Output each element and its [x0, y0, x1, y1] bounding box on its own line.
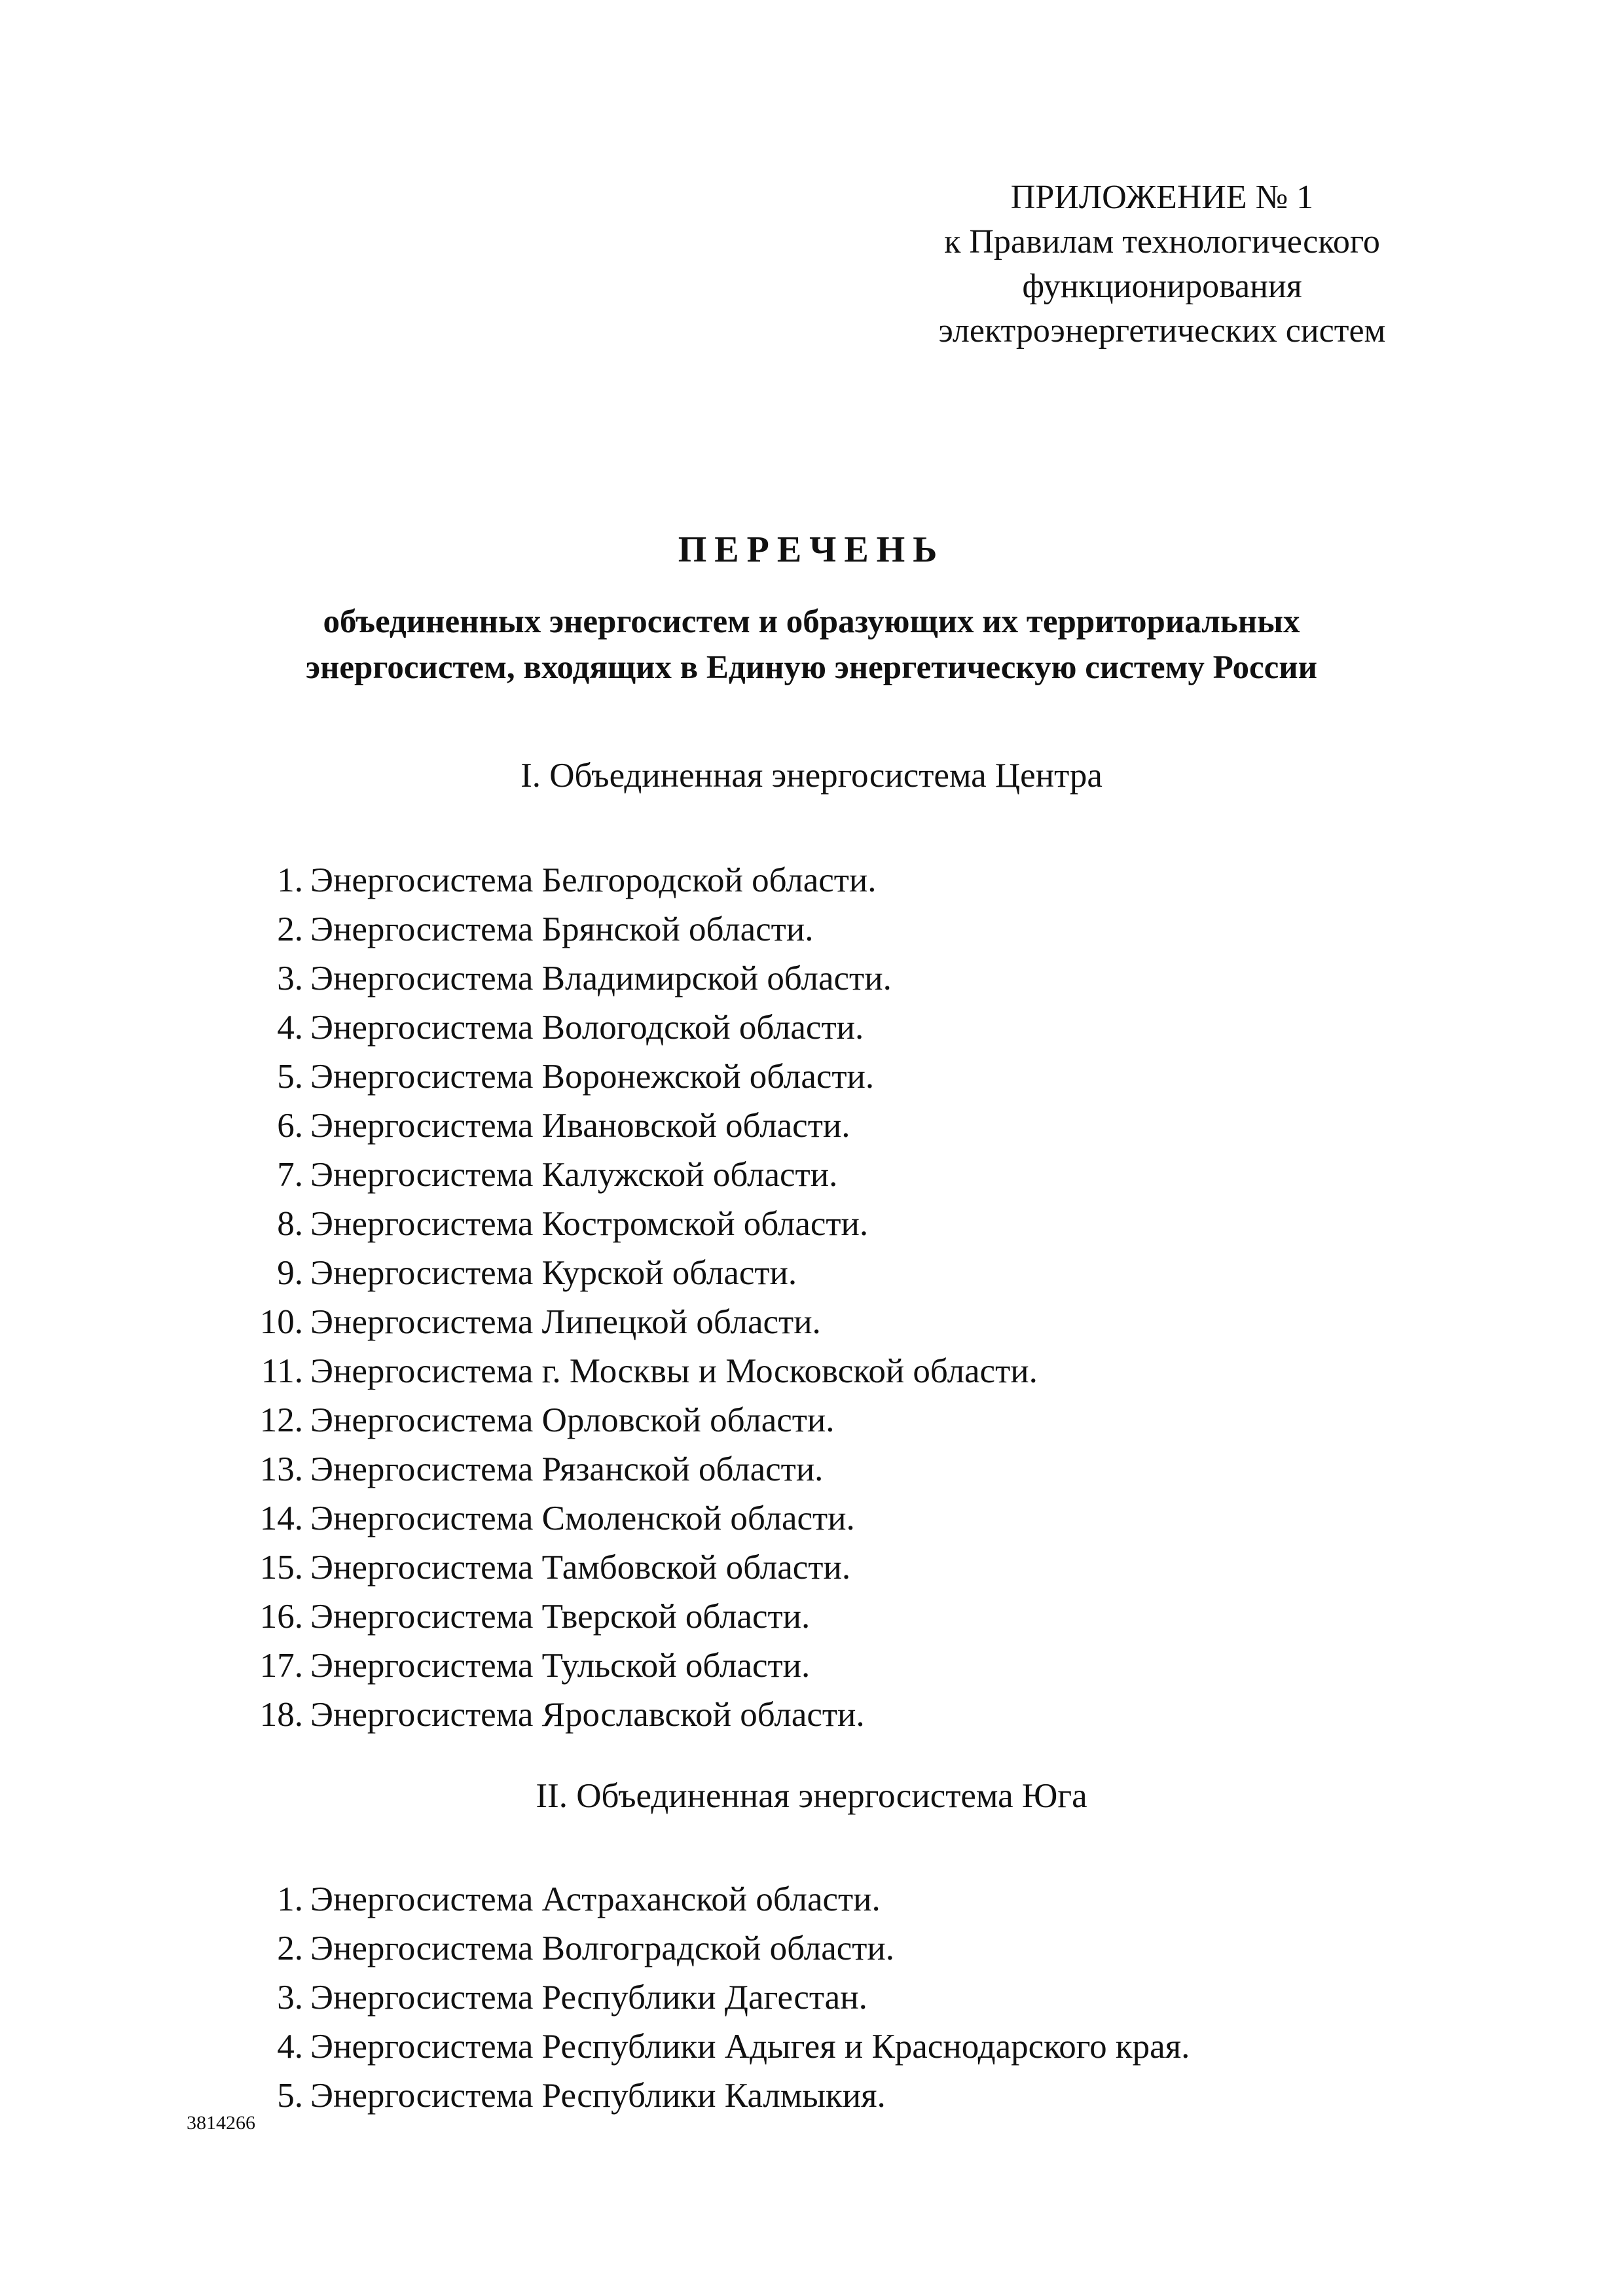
list-item	[0, 1543, 1623, 1592]
appendix-ref-line-1: к Правилам технологического	[944, 223, 1380, 260]
item-number: 15.	[259, 1549, 303, 1587]
document-title: ПЕРЕЧЕНЬ	[678, 529, 945, 570]
item-text: Энергосистема Липецкой области.	[310, 1303, 821, 1341]
list-item	[0, 1875, 1623, 1924]
item-text: Энергосистема Белгородской области.	[310, 861, 877, 899]
section-heading-center: I. Объединенная энергосистема Центра	[520, 757, 1103, 795]
item-text: Энергосистема Костромской области.	[310, 1205, 869, 1243]
list-item	[0, 1494, 1623, 1543]
item-number: 5.	[277, 2077, 303, 2115]
subtitle-line-2: энергосистем, входящих в Единую энергетическую систему России	[306, 649, 1317, 686]
list-item	[0, 1249, 1623, 1298]
item-text: Энергосистема Орловской области.	[310, 1401, 835, 1439]
list-item	[0, 1102, 1623, 1151]
item-text: Энергосистема Республики Адыгея и Краснодарского края.	[310, 2028, 1190, 2066]
item-text: Энергосистема Курской области.	[310, 1254, 797, 1292]
list-item	[0, 1445, 1623, 1494]
list-item	[0, 1592, 1623, 1641]
item-text: Энергосистема Рязанской области.	[310, 1450, 824, 1488]
item-text: Энергосистема г. Москвы и Московской области.	[310, 1352, 1038, 1390]
item-number: 3.	[277, 1979, 303, 2017]
item-text: Энергосистема Волгоградской области.	[310, 1929, 895, 1967]
item-text: Энергосистема Брянской области.	[310, 910, 814, 948]
subtitle-line-1: объединенных энергосистем и образующих их территориальных	[323, 603, 1300, 640]
list-item	[0, 1200, 1623, 1249]
appendix-header	[851, 175, 1473, 353]
item-number: 4.	[277, 1009, 303, 1047]
list-item	[0, 2022, 1623, 2072]
list-item	[0, 1924, 1623, 1973]
list-item	[0, 1347, 1623, 1396]
item-number: 18.	[259, 1696, 303, 1734]
item-text: Энергосистема Республики Дагестан.	[310, 1979, 867, 2017]
item-text: Энергосистема Воронежской области.	[310, 1058, 875, 1096]
item-number: 1.	[277, 1880, 303, 1918]
item-text: Энергосистема Вологодской области.	[310, 1009, 864, 1047]
list-item	[0, 905, 1623, 954]
list-item	[0, 1973, 1623, 2022]
item-text: Энергосистема Калужской области.	[310, 1156, 838, 1194]
item-text: Энергосистема Тверской области.	[310, 1598, 811, 1636]
list-item	[0, 1641, 1623, 1691]
item-number: 3.	[277, 960, 303, 997]
item-number: 2.	[277, 910, 303, 948]
item-text: Энергосистема Тульской области.	[310, 1647, 811, 1685]
item-number: 10.	[259, 1303, 303, 1341]
item-number: 16.	[259, 1598, 303, 1636]
item-number: 17.	[259, 1647, 303, 1685]
item-text: Энергосистема Смоленской области.	[310, 1499, 855, 1537]
item-number: 8.	[277, 1205, 303, 1243]
item-number: 2.	[277, 1929, 303, 1967]
item-number: 1.	[277, 861, 303, 899]
list-item	[0, 1003, 1623, 1052]
document-id: 3814266	[187, 2112, 255, 2134]
item-text: Энергосистема Астраханской области.	[310, 1880, 881, 1918]
item-text: Энергосистема Владимирской области.	[310, 960, 892, 997]
list-item	[0, 1052, 1623, 1102]
section-heading-south: II. Объединенная энергосистема Юга	[536, 1777, 1087, 1815]
item-number: 6.	[277, 1107, 303, 1145]
list-item	[0, 1691, 1623, 1740]
item-text: Энергосистема Ярославской области.	[310, 1696, 865, 1734]
item-text: Энергосистема Ивановской области.	[310, 1107, 850, 1145]
item-text: Энергосистема Республики Калмыкия.	[310, 2077, 886, 2115]
appendix-number: ПРИЛОЖЕНИЕ № 1	[1010, 179, 1314, 216]
item-text: Энергосистема Тамбовской области.	[310, 1549, 851, 1587]
item-number: 13.	[259, 1450, 303, 1488]
item-number: 11.	[261, 1352, 303, 1390]
item-number: 4.	[277, 2028, 303, 2066]
document-subtitle	[196, 599, 1427, 691]
list-item	[0, 954, 1623, 1003]
appendix-ref-line-3: электроэнергетических систем	[938, 312, 1386, 350]
list-item	[0, 1151, 1623, 1200]
section-list-center	[0, 856, 1623, 1740]
item-number: 14.	[259, 1499, 303, 1537]
item-number: 9.	[277, 1254, 303, 1292]
appendix-ref-line-2: функционирования	[1022, 268, 1302, 305]
section-list-south	[0, 1875, 1623, 2121]
item-number: 7.	[277, 1156, 303, 1194]
list-item	[0, 1396, 1623, 1445]
item-number: 12.	[259, 1401, 303, 1439]
list-item	[0, 1298, 1623, 1347]
list-item	[0, 856, 1623, 905]
item-number: 5.	[277, 1058, 303, 1096]
